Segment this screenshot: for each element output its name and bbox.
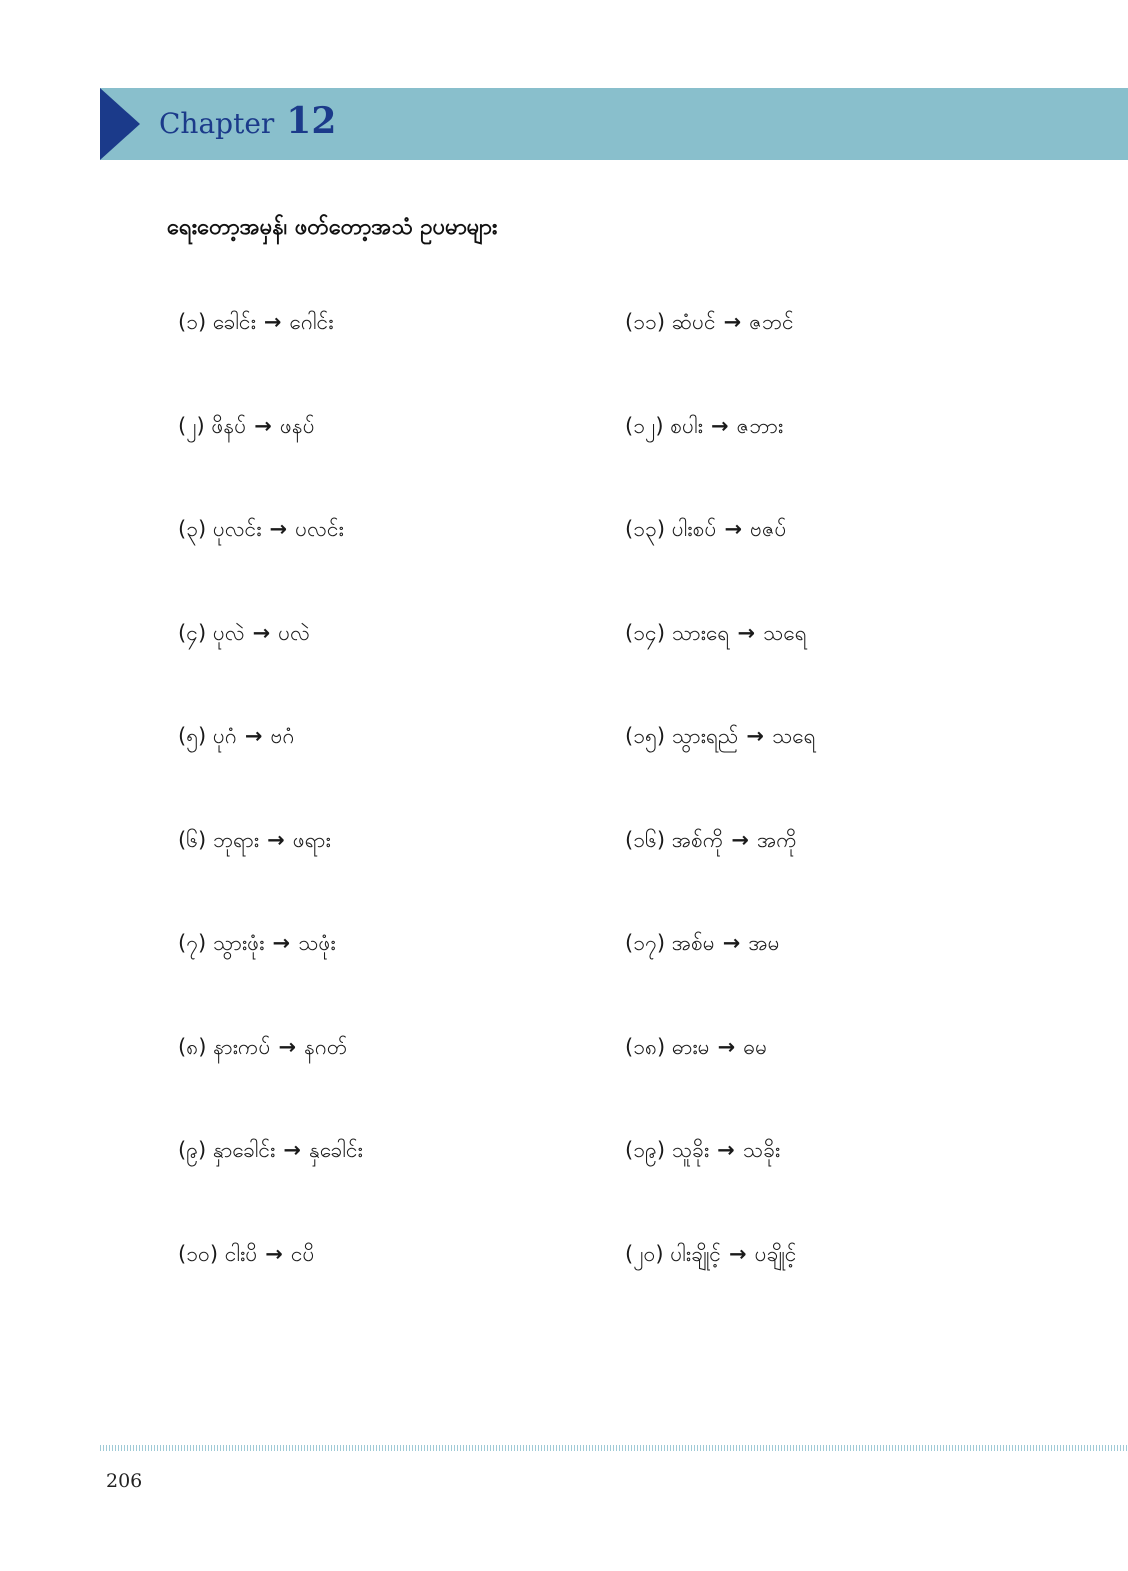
example-item — [625, 714, 816, 818]
right-arrow-icon: → — [267, 827, 285, 852]
right-arrow-icon: → — [723, 310, 742, 334]
right-arrow-icon: → — [724, 517, 743, 541]
example-number: (၁၂) — [625, 413, 664, 438]
example-spoken-form: အမ — [748, 931, 780, 955]
right-arrow-icon: → — [252, 620, 271, 645]
example-written-form: အစ်မ — [671, 931, 715, 955]
example-spoken-form: နဂတ် — [304, 1034, 348, 1059]
example-written-form: အစ်ကို — [671, 827, 724, 852]
example-spoken-form: သရေ — [763, 620, 807, 645]
example-item — [625, 404, 816, 508]
right-arrow-icon: → — [263, 310, 282, 334]
example-written-form: ပုလဲ — [212, 620, 245, 645]
chapter-arrow-icon — [100, 88, 140, 160]
example-number: (၁၇) — [625, 931, 666, 955]
example-written-form: ပုဂံ — [212, 724, 237, 748]
example-number: (၂) — [178, 413, 205, 438]
example-item — [178, 921, 363, 1025]
right-arrow-icon: → — [272, 931, 291, 955]
example-item — [625, 818, 816, 922]
example-number: (၁၄) — [625, 620, 666, 645]
right-arrow-icon: → — [722, 931, 741, 955]
example-written-form: ငါးပိ — [224, 1241, 258, 1266]
example-spoken-form: ဗဂံ — [270, 724, 295, 748]
right-arrow-icon: → — [737, 620, 756, 645]
example-spoken-form: နှခေါင်း — [309, 1138, 363, 1162]
example-number: (၁၉) — [625, 1138, 666, 1162]
example-written-form: သားရေ — [671, 620, 730, 645]
example-item — [178, 1128, 363, 1232]
example-spoken-form: ပချိုင့် — [754, 1241, 797, 1266]
example-written-form: ဆံပင် — [671, 310, 716, 334]
example-item — [178, 1025, 363, 1129]
example-number: (၁၆) — [625, 827, 666, 852]
example-written-form: နှာခေါင်း — [212, 1138, 276, 1162]
example-number: (၁၅) — [625, 724, 666, 748]
right-arrow-icon: → — [746, 724, 764, 748]
example-item — [178, 818, 363, 922]
example-written-form: ပါးစပ် — [671, 517, 717, 541]
example-written-form: နားကပ် — [213, 1034, 271, 1059]
example-number: (၉) — [178, 1138, 207, 1162]
example-spoken-form: ဖရား — [292, 827, 331, 852]
example-number: (၁၁) — [625, 310, 666, 334]
example-item — [178, 714, 363, 818]
example-item — [625, 1128, 816, 1232]
examples-column-left — [178, 300, 363, 1335]
example-spoken-form: ဖနပ် — [279, 413, 315, 438]
example-spoken-form: ဓမ — [743, 1034, 768, 1059]
example-number: (၄) — [178, 620, 207, 645]
example-item — [625, 921, 816, 1025]
example-written-form: ခေါင်း — [212, 310, 256, 334]
example-item — [625, 1232, 816, 1336]
right-arrow-icon: → — [283, 1138, 301, 1162]
example-spoken-form: ဂေါင်း — [289, 310, 334, 334]
example-written-form: စပါး — [670, 413, 703, 438]
example-item — [625, 300, 816, 404]
example-item — [625, 1025, 816, 1129]
right-arrow-icon: → — [278, 1034, 297, 1059]
right-arrow-icon: → — [265, 1241, 283, 1266]
example-number: (၇) — [178, 931, 207, 955]
example-number: (၃) — [178, 517, 207, 541]
example-spoken-form: ပလဲ — [278, 620, 310, 645]
right-arrow-icon: → — [728, 1241, 747, 1266]
example-number: (၁၀) — [178, 1241, 219, 1266]
example-number: (၈) — [178, 1034, 207, 1059]
example-number: (၅) — [178, 724, 207, 748]
example-written-form: ဓားမ — [671, 1034, 710, 1059]
chapter-number: 12 — [286, 100, 337, 142]
example-written-form: သွားဖုံး — [212, 931, 265, 955]
example-number: (၆) — [178, 827, 207, 852]
example-item — [178, 611, 363, 715]
chapter-word: Chapter — [159, 107, 275, 140]
example-written-form: သူခိုး — [671, 1138, 710, 1162]
example-number: (၂၀) — [625, 1241, 664, 1266]
example-spoken-form: ဗဇပ် — [750, 517, 787, 541]
example-item — [178, 404, 363, 508]
right-arrow-icon: → — [717, 1034, 736, 1059]
example-item — [178, 1232, 363, 1336]
example-spoken-form: သဖုံး — [298, 931, 336, 955]
right-arrow-icon: → — [244, 724, 263, 748]
section-heading: ရေးတော့အမှန်၊ ဖတ်တော့အသံ ဥပမာများ — [167, 215, 498, 240]
example-spoken-form: ပလင်း — [295, 517, 344, 541]
example-item — [625, 611, 816, 715]
example-item — [178, 300, 363, 404]
right-arrow-icon: → — [710, 413, 729, 438]
example-written-form: သွားရည် — [671, 724, 739, 748]
right-arrow-icon: → — [717, 1138, 735, 1162]
right-arrow-icon: → — [269, 517, 288, 541]
example-item — [625, 507, 816, 611]
examples-column-right — [625, 300, 816, 1335]
page-number: 206 — [106, 1470, 143, 1492]
footer-dotted-rule — [100, 1445, 1128, 1451]
example-written-form: ပါးချိုင့် — [670, 1241, 721, 1266]
example-number: (၁) — [178, 310, 207, 334]
example-written-form: ဖိနပ် — [211, 413, 247, 438]
example-spoken-form: အကို — [756, 827, 797, 852]
example-number: (၁၈) — [625, 1034, 666, 1059]
chapter-label — [159, 100, 336, 148]
example-number: (၁၃) — [625, 517, 666, 541]
example-spoken-form: ငပိ — [290, 1241, 315, 1266]
example-spoken-form: သခိုး — [742, 1138, 781, 1162]
example-spoken-form: သရေ — [771, 724, 816, 748]
example-spoken-form: ဇဘား — [736, 413, 784, 438]
example-item — [178, 507, 363, 611]
right-arrow-icon: → — [731, 827, 749, 852]
example-spoken-form: ဇဘင် — [749, 310, 794, 334]
example-written-form: ဘုရား — [212, 827, 260, 852]
example-written-form: ပုလင်း — [212, 517, 262, 541]
right-arrow-icon: → — [254, 413, 272, 438]
